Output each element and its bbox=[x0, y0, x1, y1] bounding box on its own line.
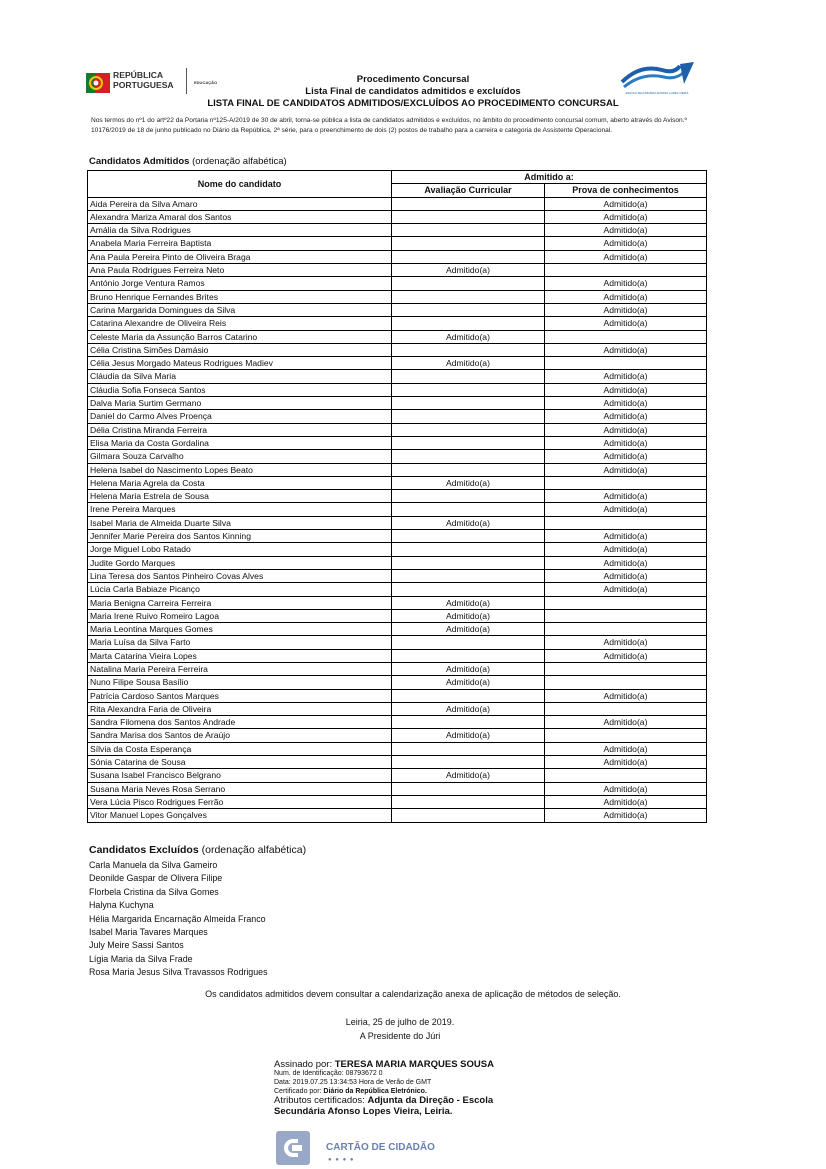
cell-ac: Admitido(a) bbox=[392, 729, 545, 742]
cell-name: Helena Maria Agrela da Costa bbox=[88, 476, 392, 489]
cell-ac: Admitido(a) bbox=[392, 676, 545, 689]
cell-pc: Admitido(a) bbox=[545, 197, 707, 210]
table-row bbox=[88, 343, 707, 356]
cell-ac bbox=[392, 343, 545, 356]
table-row bbox=[88, 264, 707, 277]
list-item: Florbela Cristina da Silva Gomes bbox=[89, 886, 219, 897]
cartao-cidadao-icon bbox=[276, 1131, 310, 1165]
table-row bbox=[88, 530, 707, 543]
admitted-heading: Candidatos Admitidos (ordenação alfabética) bbox=[89, 156, 287, 167]
cell-name: Jorge Miguel Lobo Ratado bbox=[88, 543, 392, 556]
title-line-3: LISTA FINAL DE CANDIDATOS ADMITIDOS/EXCLUÍDOS AO PROCEDIMENTO CONCURSAL bbox=[207, 98, 619, 109]
list-item: Hélia Margarida Encarnação Almeida Franco bbox=[89, 913, 266, 924]
cell-pc: Admitido(a) bbox=[545, 636, 707, 649]
logo-left-sub: EDUCAÇÃO bbox=[194, 80, 218, 85]
cell-name: Susana Maria Neves Rosa Serrano bbox=[88, 782, 392, 795]
cell-ac bbox=[392, 809, 545, 822]
table-row bbox=[88, 503, 707, 516]
cell-pc: Admitido(a) bbox=[545, 436, 707, 449]
school-logo-caption: ESCOLA SECUNDÁRIA AFONSO LOPES VIEIRA bbox=[625, 91, 689, 95]
cell-pc: Admitido(a) bbox=[545, 756, 707, 769]
cell-name: Natalina Maria Pereira Ferreira bbox=[88, 662, 392, 675]
cell-ac bbox=[392, 277, 545, 290]
col-name-header: Nome do candidato bbox=[88, 171, 392, 198]
cell-name: Carina Margarida Domingues da Silva bbox=[88, 303, 392, 316]
cell-pc: Admitido(a) bbox=[545, 530, 707, 543]
table-row bbox=[88, 782, 707, 795]
cell-pc bbox=[545, 516, 707, 529]
table-row bbox=[88, 769, 707, 782]
cell-ac bbox=[392, 383, 545, 396]
cell-ac bbox=[392, 583, 545, 596]
table-row bbox=[88, 729, 707, 742]
cell-ac bbox=[392, 569, 545, 582]
cell-pc: Admitido(a) bbox=[545, 370, 707, 383]
cell-name: Alexandra Mariza Amaral dos Santos bbox=[88, 210, 392, 223]
table-row bbox=[88, 795, 707, 808]
cell-pc: Admitido(a) bbox=[545, 277, 707, 290]
cell-pc: Admitido(a) bbox=[545, 689, 707, 702]
table-row bbox=[88, 237, 707, 250]
table-row bbox=[88, 596, 707, 609]
table-row bbox=[88, 250, 707, 263]
cell-ac bbox=[392, 290, 545, 303]
cell-name: Maria Irene Ruivo Romeiro Lagoa bbox=[88, 609, 392, 622]
cell-ac bbox=[392, 556, 545, 569]
table-row bbox=[88, 197, 707, 210]
cell-name: Maria Luísa da Silva Farto bbox=[88, 636, 392, 649]
cell-name: Célia Cristina Simões Damásio bbox=[88, 343, 392, 356]
cell-name: Aida Pereira da Silva Amaro bbox=[88, 197, 392, 210]
table-row bbox=[88, 809, 707, 822]
cell-name: Irene Pereira Marques bbox=[88, 503, 392, 516]
table-row bbox=[88, 330, 707, 343]
table-row bbox=[88, 609, 707, 622]
cell-ac bbox=[392, 197, 545, 210]
cell-ac: Admitido(a) bbox=[392, 662, 545, 675]
table-row bbox=[88, 383, 707, 396]
cartao-cidadao-logo bbox=[276, 1131, 456, 1165]
cell-pc: Admitido(a) bbox=[545, 556, 707, 569]
cell-pc: Admitido(a) bbox=[545, 450, 707, 463]
cell-ac bbox=[392, 795, 545, 808]
cell-name: Helena Isabel do Nascimento Lopes Beato bbox=[88, 463, 392, 476]
cartao-cidadao-dots: ● ● ● ● bbox=[328, 1157, 355, 1163]
cell-pc: Admitido(a) bbox=[545, 490, 707, 503]
footer-role: A Presidente do Júri bbox=[359, 1031, 441, 1041]
table-row bbox=[88, 476, 707, 489]
table-row bbox=[88, 450, 707, 463]
table-row bbox=[88, 490, 707, 503]
cell-name: Jennifer Marie Pereira dos Santos Kinning bbox=[88, 530, 392, 543]
table-row bbox=[88, 569, 707, 582]
cell-pc: Admitido(a) bbox=[545, 649, 707, 662]
cell-name: Vera Lúcia Pisco Rodrigues Ferrão bbox=[88, 795, 392, 808]
cell-name: Maria Benigna Carreira Ferreira bbox=[88, 596, 392, 609]
cell-name: Celeste Maria da Assunção Barros Catarino bbox=[88, 330, 392, 343]
list-item: Lígia Maria da Silva Frade bbox=[89, 953, 193, 964]
cell-pc bbox=[545, 662, 707, 675]
table-row bbox=[88, 410, 707, 423]
title-line-2: Lista Final de candidatos admitidos e excluídos bbox=[305, 86, 521, 97]
cell-pc: Admitido(a) bbox=[545, 809, 707, 822]
cell-pc: Admitido(a) bbox=[545, 503, 707, 516]
cell-pc: Admitido(a) bbox=[545, 317, 707, 330]
col-pc-header: Prova de conhecimentos bbox=[545, 184, 707, 197]
cell-pc bbox=[545, 476, 707, 489]
cell-ac: Admitido(a) bbox=[392, 264, 545, 277]
cell-ac: Admitido(a) bbox=[392, 596, 545, 609]
cell-ac bbox=[392, 716, 545, 729]
table-row bbox=[88, 716, 707, 729]
col-group-header: Admitido a: bbox=[392, 171, 707, 184]
cell-pc bbox=[545, 702, 707, 715]
cell-name: Helena Maria Estrela de Sousa bbox=[88, 490, 392, 503]
cell-pc: Admitido(a) bbox=[545, 343, 707, 356]
cell-name: Sílvia da Costa Esperança bbox=[88, 742, 392, 755]
cell-name: Elisa Maria da Costa Gordalina bbox=[88, 436, 392, 449]
cell-pc bbox=[545, 330, 707, 343]
cell-name: Ana Paula Rodrigues Ferreira Neto bbox=[88, 264, 392, 277]
cell-name: Marta Catarina Vieira Lopes bbox=[88, 649, 392, 662]
logo-left-line2: PORTUGUESA bbox=[113, 79, 174, 90]
logo-left-line1: REPÚBLICA bbox=[113, 70, 164, 80]
cell-name: Daniel do Carmo Alves Proença bbox=[88, 410, 392, 423]
cell-name: Gilmara Souza Carvalho bbox=[88, 450, 392, 463]
table-row bbox=[88, 290, 707, 303]
cell-pc: Admitido(a) bbox=[545, 290, 707, 303]
cell-pc: Admitido(a) bbox=[545, 583, 707, 596]
list-item: Isabel Maria Tavares Marques bbox=[89, 927, 208, 938]
cell-pc: Admitido(a) bbox=[545, 795, 707, 808]
table-row bbox=[88, 224, 707, 237]
cell-name: Sandra Marisa dos Santos de Araújo bbox=[88, 729, 392, 742]
cell-name: Cláudia da Silva Maria bbox=[88, 370, 392, 383]
cell-ac bbox=[392, 756, 545, 769]
cell-pc bbox=[545, 676, 707, 689]
cell-pc: Admitido(a) bbox=[545, 210, 707, 223]
cell-pc: Admitido(a) bbox=[545, 423, 707, 436]
cell-name: Lúcia Carla Babiaze Picanço bbox=[88, 583, 392, 596]
footer-note: Os candidatos admitidos devem consultar a calendarização anexa de aplicação de métodos de seleção. bbox=[205, 989, 621, 999]
cell-pc bbox=[545, 769, 707, 782]
cell-ac bbox=[392, 210, 545, 223]
cell-ac: Admitido(a) bbox=[392, 516, 545, 529]
cartao-cidadao-label: CARTÃO DE CIDADÃO bbox=[326, 1142, 435, 1153]
cell-name: Anabela Maria Ferreira Baptista bbox=[88, 237, 392, 250]
cell-ac: Admitido(a) bbox=[392, 769, 545, 782]
table-row bbox=[88, 370, 707, 383]
cell-pc bbox=[545, 596, 707, 609]
cell-name: António Jorge Ventura Ramos bbox=[88, 277, 392, 290]
cell-name: Cláudia Sofia Fonseca Santos bbox=[88, 383, 392, 396]
cell-ac: Admitido(a) bbox=[392, 476, 545, 489]
cell-name: Dalva Maria Surtim Germano bbox=[88, 397, 392, 410]
table-row bbox=[88, 556, 707, 569]
cell-ac bbox=[392, 742, 545, 755]
cell-name: Patrícia Cardoso Santos Marques bbox=[88, 689, 392, 702]
cell-pc: Admitido(a) bbox=[545, 569, 707, 582]
table-row bbox=[88, 463, 707, 476]
cell-name: Célia Jesus Morgado Mateus Rodrigues Madiev bbox=[88, 357, 392, 370]
cell-ac bbox=[392, 649, 545, 662]
table-row bbox=[88, 317, 707, 330]
signed-by: Assinado por: TERESA MARIA MARQUES SOUSA bbox=[274, 1059, 494, 1070]
table-row bbox=[88, 742, 707, 755]
cell-ac: Admitido(a) bbox=[392, 702, 545, 715]
intro-paragraph: Nos termos do nº1 do artº22 da Portaria nº125-A/2019 de 30 de abril, torna-se pública a lista de candidatos admitidos e excluídos, no âmbito do procedimento concursal comum, aberto através do Avison.º 10176/2019 de 18 de junho publicado no Diário da República, 2ª série, para o preenchimento de dois (2) postos de trabalho para a carreira e categoria de Assistente Operacional. bbox=[91, 117, 687, 135]
table-row bbox=[88, 543, 707, 556]
digital-signature bbox=[274, 1059, 544, 1117]
cell-ac bbox=[392, 410, 545, 423]
signature-attributes: Atributos certificados: Adjunta da Direção - Escola Secundária Afonso Lopes Vieira, Leiria. bbox=[274, 1095, 494, 1117]
cell-pc: Admitido(a) bbox=[545, 463, 707, 476]
cell-ac bbox=[392, 490, 545, 503]
cell-ac bbox=[392, 303, 545, 316]
table-row bbox=[88, 583, 707, 596]
table-row bbox=[88, 423, 707, 436]
cell-name: Nuno Filipe Sousa Basílio bbox=[88, 676, 392, 689]
cell-pc: Admitido(a) bbox=[545, 224, 707, 237]
cell-name: Isabel Maria de Almeida Duarte Silva bbox=[88, 516, 392, 529]
table-row bbox=[88, 397, 707, 410]
cell-pc: Admitido(a) bbox=[545, 410, 707, 423]
table-row bbox=[88, 436, 707, 449]
cell-pc: Admitido(a) bbox=[545, 303, 707, 316]
cell-ac bbox=[392, 423, 545, 436]
footer-date: Leiria, 25 de julho de 2019. bbox=[345, 1017, 455, 1027]
cell-pc: Admitido(a) bbox=[545, 383, 707, 396]
cell-ac: Admitido(a) bbox=[392, 330, 545, 343]
cell-name: Sónia Catarina de Sousa bbox=[88, 756, 392, 769]
list-item: Deonilde Gaspar de Olivera Filipe bbox=[89, 873, 223, 884]
cell-pc: Admitido(a) bbox=[545, 237, 707, 250]
cell-ac bbox=[392, 450, 545, 463]
cell-pc bbox=[545, 623, 707, 636]
cell-name: Catarina Alexandre de Oliveira Reis bbox=[88, 317, 392, 330]
cell-name: Amália da Silva Rodrigues bbox=[88, 224, 392, 237]
cell-name: Vitor Manuel Lopes Gonçalves bbox=[88, 809, 392, 822]
signature-date: Data: 2019.07.25 13:34:53 Hora de Verão de GMT bbox=[274, 1079, 432, 1086]
cell-name: Lina Teresa dos Santos Pinheiro Covas Alves bbox=[88, 569, 392, 582]
cell-name: Maria Leontina Marques Gomes bbox=[88, 623, 392, 636]
signature-id: Num. de Identificação: 08793672 0 bbox=[274, 1070, 383, 1077]
cell-pc: Admitido(a) bbox=[545, 397, 707, 410]
cell-name: Susana Isabel Francisco Belgrano bbox=[88, 769, 392, 782]
cell-ac bbox=[392, 224, 545, 237]
cell-ac bbox=[392, 436, 545, 449]
cell-pc bbox=[545, 264, 707, 277]
table-row bbox=[88, 516, 707, 529]
table-row bbox=[88, 649, 707, 662]
cell-name: Rita Alexandra Faria de Oliveira bbox=[88, 702, 392, 715]
list-item: Carla Manuela da Silva Gameiro bbox=[89, 860, 218, 870]
cell-ac bbox=[392, 503, 545, 516]
cell-ac bbox=[392, 530, 545, 543]
cell-pc: Admitido(a) bbox=[545, 742, 707, 755]
cell-pc: Admitido(a) bbox=[545, 782, 707, 795]
cell-pc bbox=[545, 729, 707, 742]
cell-name: Ana Paula Pereira Pinto de Oliveira Braga bbox=[88, 250, 392, 263]
cell-ac bbox=[392, 636, 545, 649]
cell-pc: Admitido(a) bbox=[545, 716, 707, 729]
cell-name: Bruno Henrique Fernandes Brites bbox=[88, 290, 392, 303]
table-row bbox=[88, 303, 707, 316]
cell-name: Judite Gordo Marques bbox=[88, 556, 392, 569]
cell-ac bbox=[392, 397, 545, 410]
cell-ac bbox=[392, 463, 545, 476]
table-row bbox=[88, 636, 707, 649]
table-row bbox=[88, 702, 707, 715]
cell-ac bbox=[392, 782, 545, 795]
cell-pc: Admitido(a) bbox=[545, 543, 707, 556]
cell-ac bbox=[392, 370, 545, 383]
list-item: Rosa Maria Jesus Silva Travassos Rodrigues bbox=[89, 967, 268, 978]
table-row bbox=[88, 676, 707, 689]
cell-ac bbox=[392, 689, 545, 702]
col-ac-header: Avaliação Curricular bbox=[392, 184, 545, 197]
title-line-1: Procedimento Concursal bbox=[356, 74, 470, 85]
cell-pc bbox=[545, 609, 707, 622]
cell-ac bbox=[392, 317, 545, 330]
excluded-heading: Candidatos Excluídos (ordenação alfabética) bbox=[89, 844, 307, 856]
list-item: July Meire Sassi Santos bbox=[89, 940, 184, 951]
table-row bbox=[88, 277, 707, 290]
table-row bbox=[88, 210, 707, 223]
table-row bbox=[88, 357, 707, 370]
cell-ac bbox=[392, 543, 545, 556]
signature-cert: Certificado por: Diário da República Eletrónico. bbox=[274, 1088, 427, 1095]
cell-ac: Admitido(a) bbox=[392, 357, 545, 370]
cell-ac bbox=[392, 250, 545, 263]
admitted-table bbox=[87, 170, 707, 823]
cell-ac bbox=[392, 237, 545, 250]
list-item: Halyna Kuchyna bbox=[89, 900, 154, 911]
cell-name: Sandra Filomena dos Santos Andrade bbox=[88, 716, 392, 729]
table-row bbox=[88, 623, 707, 636]
table-row bbox=[88, 662, 707, 675]
cell-name: Délia Cristina Miranda Ferreira bbox=[88, 423, 392, 436]
cell-ac: Admitido(a) bbox=[392, 623, 545, 636]
excluded-list bbox=[89, 859, 268, 980]
table-row bbox=[88, 689, 707, 702]
cell-ac: Admitido(a) bbox=[392, 609, 545, 622]
table-row bbox=[88, 756, 707, 769]
cell-pc bbox=[545, 357, 707, 370]
cell-pc: Admitido(a) bbox=[545, 250, 707, 263]
